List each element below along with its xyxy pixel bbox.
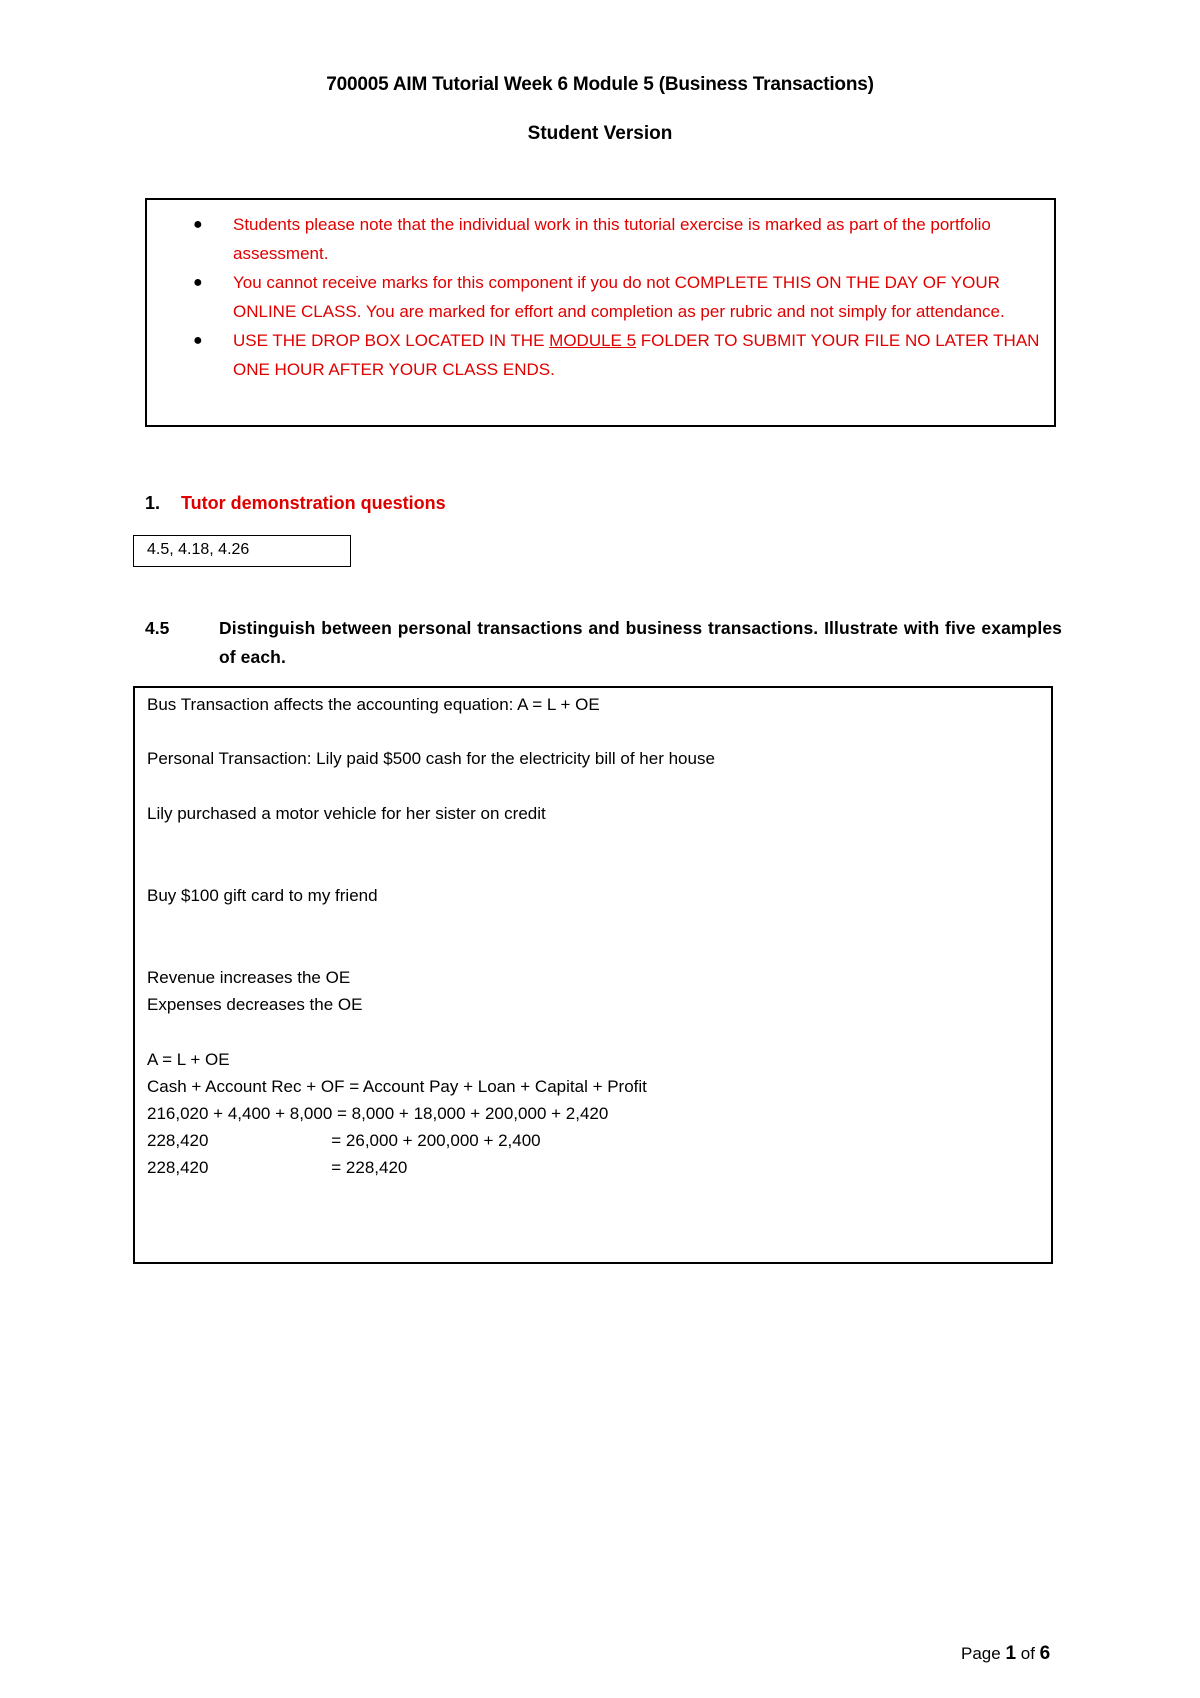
notice-box [145, 198, 1056, 427]
notice-text-post: FOLDER TO SUBMIT YOUR FILE NO LATER THAN ONE HOUR AFTER YOUR CLASS ENDS. [233, 331, 1040, 379]
answer-line: 228,420 = 228,420 [147, 1158, 408, 1177]
notice-text-pre: USE THE DROP BOX LOCATED IN THE [233, 331, 550, 350]
bullet-icon: ● [193, 274, 203, 291]
notice-item [147, 210, 1044, 268]
answer-box[interactable] [133, 686, 1053, 1264]
notice-item [147, 268, 1044, 326]
answer-line: Personal Transaction: Lily paid $500 cash for the electricity bill of her house [147, 749, 715, 768]
document-subtitle: Student Version [527, 123, 673, 144]
bullet-icon: ● [193, 332, 203, 349]
section-title: Tutor demonstration questions [181, 493, 446, 513]
question-block [145, 614, 1062, 672]
section-number: 1. [145, 493, 161, 513]
answer-line: Revenue increases the OE [147, 968, 351, 987]
answer-line: Cash + Account Rec + OF = Account Pay + Loan + Capital + Profit [147, 1077, 647, 1096]
notice-list [147, 200, 1054, 384]
page-label: Page [961, 1644, 1001, 1663]
answer-line: A = L + OE [147, 1050, 230, 1069]
page-footer [961, 1643, 1050, 1665]
answer-line: 216,020 + 4,400 + 8,000 = 8,000 + 18,000 + 200,000 + 2,420 [147, 1104, 609, 1123]
notice-item [147, 326, 1044, 384]
notice-text: You cannot receive marks for this component if you do not COMPLETE THIS ON THE DAY OF YOUR ONLINE CLASS. You are marked for effort and completion as per rubric and not simply for attendance. [233, 273, 1005, 321]
answer-line: Bus Transaction affects the accounting equation: A = L + OE [147, 695, 600, 714]
bullet-icon: ● [193, 216, 203, 233]
answer-line: 228,420 = 26,000 + 200,000 + 2,400 [147, 1131, 541, 1150]
of-label: of [1020, 1644, 1035, 1663]
notice-text: Students please note that the individual work in this tutorial exercise is marked as part of the portfolio assessment. [233, 215, 991, 263]
answer-line: Expenses decreases the OE [147, 995, 363, 1014]
question-number: 4.5 [145, 618, 170, 638]
document-title: 700005 AIM Tutorial Week 6 Module 5 (Business Transactions) [326, 74, 874, 95]
total-pages: 6 [1039, 1643, 1051, 1664]
module-link[interactable]: MODULE 5 [549, 331, 637, 350]
question-refs-box: 4.5, 4.18, 4.26 [133, 535, 351, 567]
question-text: Distinguish between personal transactions and business transactions. Illustrate with five examples of each. [219, 618, 1062, 667]
section-heading [145, 493, 446, 514]
current-page: 1 [1005, 1643, 1017, 1664]
answer-line: Buy $100 gift card to my friend [147, 886, 378, 905]
answer-line: Lily purchased a motor vehicle for her sister on credit [147, 804, 546, 823]
